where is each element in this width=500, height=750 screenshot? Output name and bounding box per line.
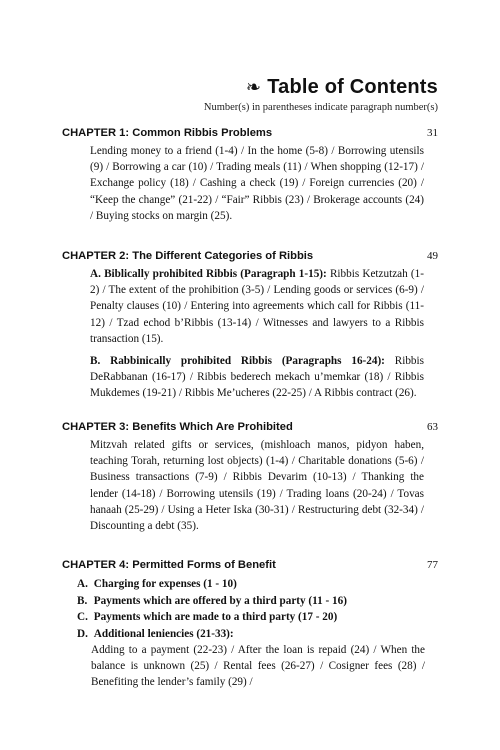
- item-contents: Adding to a payment (22-23) / After the loan is repaid (24) / When the balance is unknown (25) / Rental fees (26-27) / Cosigner fees (28) / Benefiting the lender’s family (29) /: [91, 644, 425, 689]
- list-item: [77, 626, 438, 691]
- chapter-page-number: 77: [427, 559, 438, 571]
- chapter-section-b: [90, 353, 424, 402]
- section-text: Ribbis Ketzutzah (1-2) / The extent of the prohibition (3-5) / Lending goods or services (6-9) / Penalty clauses (10) / Entering into agreements which call for Ribbis (11-12) / Tzad echod b’Ribbis (13-14) / Witnesses and lawyers to a Ribbis transaction (15).: [90, 268, 424, 345]
- chapter-page-number: 31: [427, 127, 438, 139]
- list-item: [77, 593, 438, 610]
- section-text: Ribbis DeRabbanan (16-17) / Ribbis bederech mekach u’memkar (18) / Ribbis Mukdemes (19-21) / Ribbis Me’ucheres (22-25) / A Ribbis contract (26).: [90, 355, 424, 400]
- chapter-title: CHAPTER 4: Permitted Forms of Benefit: [62, 559, 276, 571]
- item-label: D.: [77, 627, 88, 640]
- section-title: A. Biblically prohibited Ribbis (Paragraph 1-15):: [90, 268, 327, 280]
- chapter-title: CHAPTER 1: Common Ribbis Problems: [62, 127, 273, 139]
- section-title: B. Rabbinically prohibited Ribbis (Paragraphs 16-24):: [90, 355, 385, 368]
- page-subtitle: Number(s) in parentheses indicate paragraph number(s): [203, 102, 438, 113]
- item-label: B.: [77, 594, 88, 607]
- chapter-section-a: [90, 266, 424, 347]
- chapter-2: [62, 250, 438, 408]
- chapter-title: CHAPTER 3: Benefits Which Are Prohibited: [62, 421, 293, 433]
- item-label: C.: [77, 611, 88, 623]
- chapter-heading[interactable]: [62, 421, 438, 433]
- title-text: Table of Contents: [267, 76, 438, 98]
- chapter-heading[interactable]: [62, 127, 438, 139]
- chapter-heading[interactable]: [62, 559, 438, 571]
- list-item: [77, 576, 438, 593]
- item-title: Additional leniencies (21-33):: [93, 627, 234, 640]
- subsection-list: [77, 576, 438, 691]
- list-item: [77, 609, 438, 626]
- item-title: Payments which are offered by a third party (11 - 16): [93, 594, 347, 607]
- chapter-contents: Lending money to a friend (1-4) / In the home (5-8) / Borrowing utensils (9) / Borrowing a car (10) / Trading meals (11) / When shopping (12-17) / Exchange policy (18) / Cashing a check (19) / Foreign currencies (20) / “Keep the change” (21-22) / “Fair” Ribbis (23) / Brokerage accounts (24) / Buying stocks on margin (25).: [90, 145, 424, 222]
- chapter-3: [62, 421, 438, 540]
- chapter-title: CHAPTER 2: The Different Categories of Ribbis: [62, 250, 314, 262]
- chapter-contents: Mitzvah related gifts or services, (mishloach manos, pidyon haben, teaching Torah, returning lost objects) (1-4) / Charitable donations (5-6) / Business transactions (7-9) / Ribbis Devarim (10-13) / Thanking the lender (14-18) / Borrowing utensils (19) / Trading loans (20-24) / Tovas hanaah (25-29) / Using a Heter Iska (30-31) / Restructuring debt (32-34) / Discounting a debt (35).: [90, 439, 424, 533]
- chapter-1: [62, 127, 438, 230]
- page-title: [246, 76, 438, 99]
- chapter-page-number: 49: [427, 250, 438, 262]
- chapter-page-number: 63: [427, 421, 438, 433]
- item-label: A.: [77, 578, 88, 590]
- item-title: Charging for expenses (1 - 10): [93, 578, 237, 590]
- chapter-heading[interactable]: [62, 250, 438, 262]
- item-title: Payments which are made to a third party (17 - 20): [93, 611, 338, 623]
- fleuron-ornament-icon: ❧: [245, 77, 262, 97]
- chapter-4: [62, 559, 438, 691]
